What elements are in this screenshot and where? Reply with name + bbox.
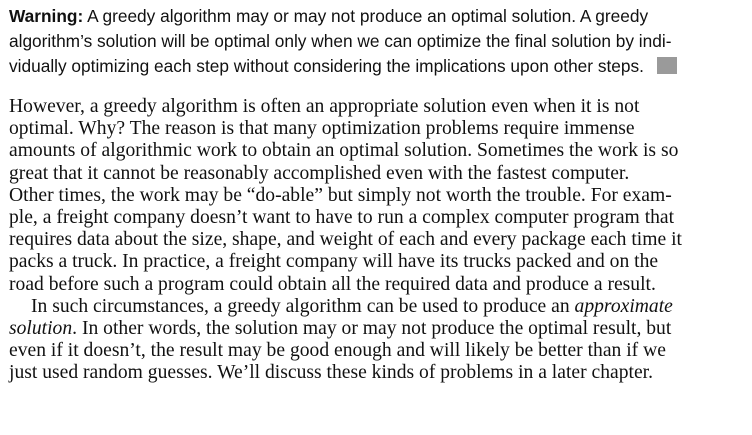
warning-note (9, 4, 751, 79)
italic-term: approximate (574, 295, 673, 317)
text-span: . In other words, the solution may or may not produce the optimal result, but (72, 318, 672, 340)
text-line: Other times, the work may be “do-able” but simply not worth the trouble. For exam- (9, 184, 672, 206)
italic-term: solution (9, 318, 73, 340)
text-line (9, 296, 751, 318)
text-line: packs a truck. In practice, a freight company will have its trucks packed and on the (9, 251, 659, 273)
note-end-square-icon (657, 57, 677, 74)
text-line: amounts of algorithmic work to obtain an optimal solution. Sometimes the work is so (9, 140, 679, 162)
paragraph-2 (9, 296, 751, 385)
paragraph-1 (9, 96, 751, 296)
body-text (9, 96, 751, 385)
warning-text-line: vidually optimizing each step without considering the implications upon other steps. (9, 56, 644, 76)
warning-line-1 (9, 4, 751, 29)
text-line: just used random guesses. We’ll discuss these kinds of problems in a later chapter. (9, 362, 653, 384)
text-line: road before such a program could obtain all the required data and produce a result. (9, 273, 656, 295)
text-line: However, a greedy algorithm is often an appropriate solution even when it is not (9, 96, 640, 117)
text-line: even if it doesn’t, the result may be good enough and will likely be better than if we (9, 340, 666, 362)
text-line (9, 318, 751, 340)
text-line: ple, a freight company doesn’t want to have to run a complex computer program that (9, 207, 675, 229)
text-span: In such circumstances, a greedy algorithm can be used to produce an (31, 295, 575, 317)
warning-line-3 (9, 54, 751, 79)
warning-label: Warning: (9, 6, 84, 26)
warning-text-line: algorithm’s solution will be optimal only when we can optimize the final solution by indi- (9, 31, 672, 51)
text-line: requires data about the size, shape, and weight of each and every package each time it (9, 229, 682, 251)
warning-text-line: A greedy algorithm may or may not produce an optimal solution. A greedy (87, 6, 649, 26)
text-line: optimal. Why? The reason is that many optimization problems require immense (9, 118, 635, 140)
text-line: great that it cannot be reasonably accomplished even with the fastest computer. (9, 162, 630, 184)
